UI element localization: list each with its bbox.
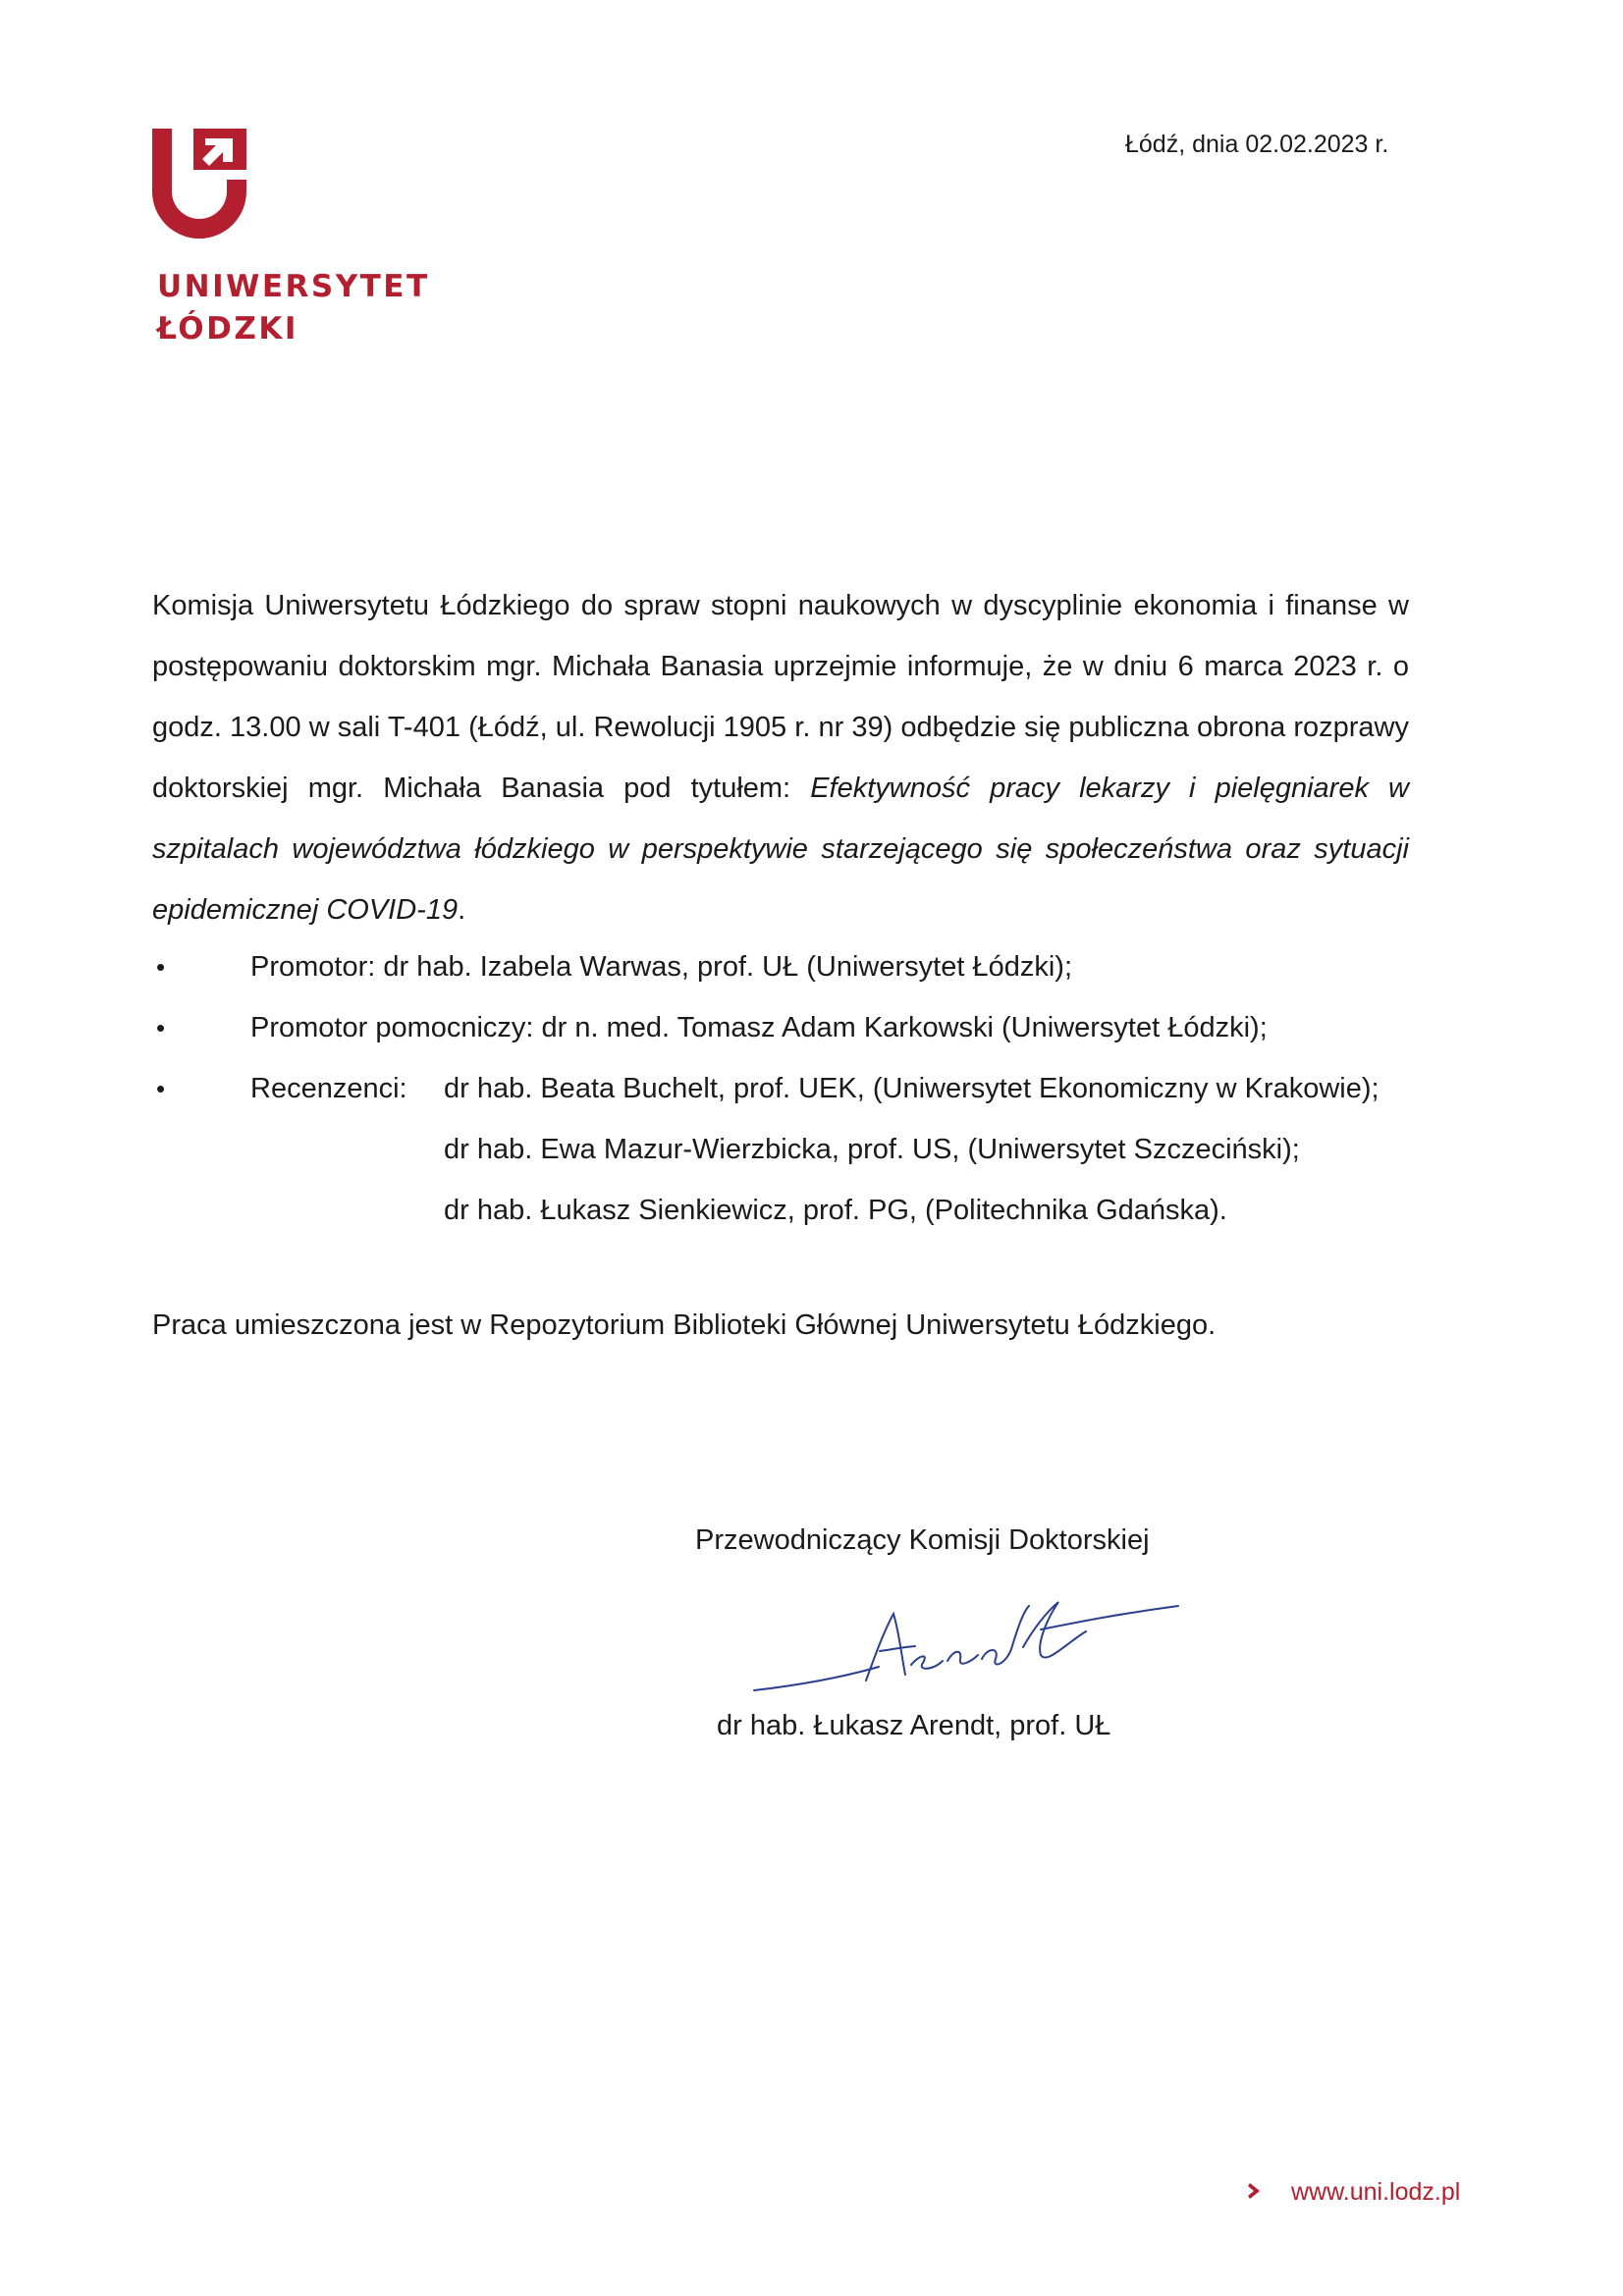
signature-title: Przewodniczący Komisji Doktorskiej: [695, 1524, 1150, 1556]
thesis-title: Efektywność pracy lekarzy i pielęgniarek w szpitalach województwa łódzkiego w perspektywie starzejącego się społeczeństwa oraz sytuacji epidemicznej COVID-19: [152, 773, 1409, 926]
signatory-name: dr hab. Łukasz Arendt, prof. UŁ: [717, 1710, 1111, 1741]
document-date: Łódź, dnia 02.02.2023 r.: [1125, 131, 1389, 158]
intro-end: .: [458, 894, 466, 926]
reviewer-2: dr hab. Ewa Mazur-Wierzbicka, prof. US, (Uniwersytet Szczeciński);: [444, 1134, 1300, 1165]
signature-icon: [746, 1590, 1198, 1698]
bullet-icon: •: [156, 1074, 166, 1103]
promotor-text: Promotor: dr hab. Izabela Warwas, prof. UŁ (Uniwersytet Łódzki);: [250, 951, 1073, 983]
footer: [1248, 2178, 1460, 2207]
reviewers-label: Recenzenci:: [250, 1073, 407, 1104]
handwritten-signature: [746, 1590, 1198, 1703]
logo-line-1: UNIWERSYTET: [157, 269, 430, 304]
intro-text: Komisja Uniwersytetu Łódzkiego do spraw stopni naukowych w dyscyplinie ekonomia i finanse w postępowaniu doktorskim mgr. Michała Banasia uprzejmie informuje, że w dniu 6 marca 2023 r. o godz. 13.00 w sali T-401 (Łódź, ul. Rewolucji 1905 r. nr 39) odbędzie się publiczna obrona rozprawy doktorskiej mgr. Michała Banasia pod tytułem:: [152, 590, 1409, 804]
announcement-paragraph: [152, 575, 1409, 940]
website-link[interactable]: www.uni.lodz.pl: [1291, 2178, 1461, 2206]
bullet-icon: •: [156, 1013, 166, 1042]
bullet-icon: •: [156, 952, 166, 982]
university-logo-icon: [152, 123, 260, 240]
promotor-pomocniczy-text: Promotor pomocniczy: dr n. med. Tomasz Adam Karkowski (Uniwersytet Łódzki);: [250, 1012, 1268, 1043]
reviewer-3: dr hab. Łukasz Sienkiewicz, prof. PG, (Politechnika Gdańska).: [444, 1195, 1227, 1226]
chevron-right-icon: [1248, 2178, 1262, 2207]
university-logo-text: [157, 266, 430, 350]
logo-line-2: ŁÓDZKI: [157, 311, 298, 347]
reviewer-1: dr hab. Beata Buchelt, prof. UEK, (Uniwersytet Ekonomiczny w Krakowie);: [444, 1073, 1380, 1104]
closing-note: Praca umieszczona jest w Repozytorium Biblioteki Głównej Uniwersytetu Łódzkiego.: [152, 1309, 1217, 1341]
announcement-body: [152, 575, 1409, 940]
university-logo: [152, 123, 260, 245]
